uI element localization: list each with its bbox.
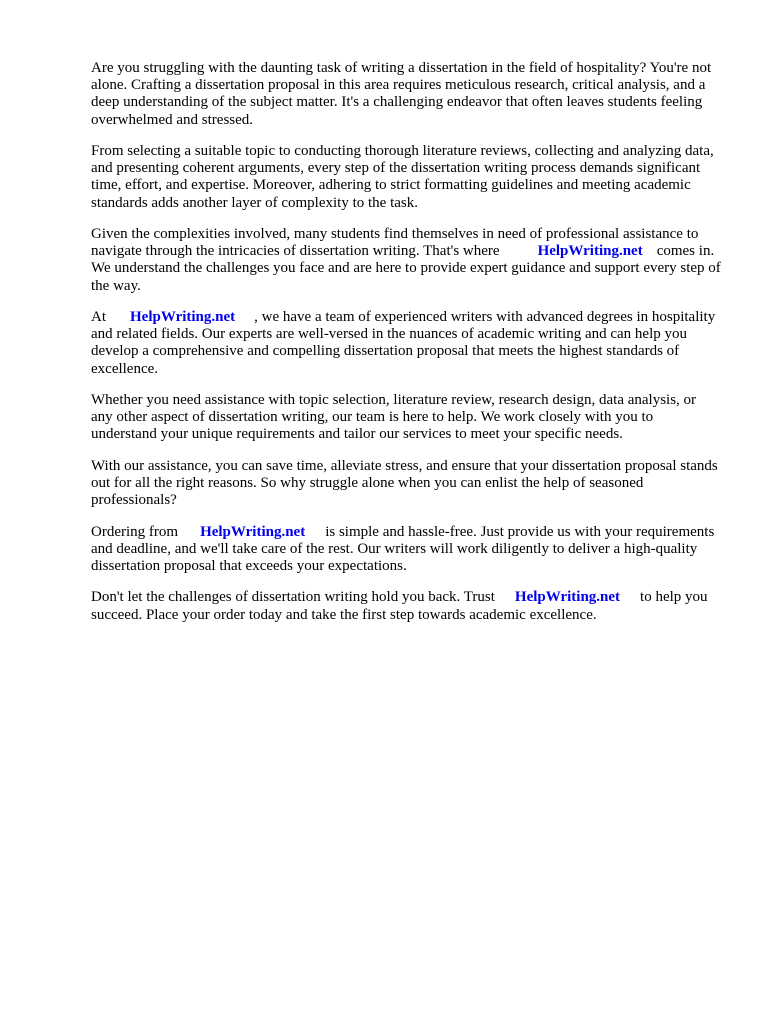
paragraph-assistance [91,226,721,295]
paragraph-call-to-action [91,589,721,623]
paragraph-text: to help you succeed. Place your order today and take the first step towards academic excellence. [91,589,708,623]
paragraph-text: At [91,309,106,325]
paragraph-text: , we have a team of experienced writers with advanced degrees in hospitality and related fields. Our experts are well-versed in the nuances of academic writing and can help you develop a comprehensive and compelling dissertation proposal that meets the highest standards of excellence. [91,309,716,377]
document-body [91,60,721,638]
paragraph-text: Ordering from [91,523,179,540]
paragraph-ordering [91,524,721,576]
paragraph-text: Given the complexities involved, many students find themselves in need of professional assistance to navigate through the intricacies of dissertation writing. That's where [91,226,699,260]
paragraph-services: Whether you need assistance with topic selection, literature review, research design, data analysis, or any other aspect of dissertation writing, our team is here to help. We work closely with you to understand your unique requirements and tailor our services to meet your specific needs. [91,392,697,443]
helpwriting-link[interactable]: HelpWriting.net [514,589,621,606]
paragraph-text: Don't let the challenges of dissertation writing hold you back. Trust [91,589,495,606]
helpwriting-link[interactable]: HelpWriting.net [200,523,306,540]
helpwriting-link[interactable]: HelpWriting.net [130,309,236,325]
paragraph-process: From selecting a suitable topic to conducting thorough literature reviews, collecting and analyzing data, and presenting coherent arguments, every step of the dissertation writing process demands significant time, effort, and expertise. Moreover, adhering to strict formatting guidelines and meeting academic standards adds another layer of complexity to the task. [91,143,714,211]
paragraph-benefits: With our assistance, you can save time, alleviate stress, and ensure that your dissertation proposal stands out for all the right reasons. So why struggle alone when you can enlist the help of seasoned professionals? [91,457,718,509]
helpwriting-link[interactable]: HelpWriting.net [537,243,643,260]
paragraph-text: is simple and hassle-free. Just provide us with your requirements and deadline, and we'll take care of the rest. Our writers will work diligently to deliver a high-quality dissertation proposal that exceeds your expectations. [91,523,715,574]
paragraph-text: comes in. We understand the challenges you face and are here to provide expert guidance and support every step of the way. [91,243,721,294]
paragraph-intro: Are you struggling with the daunting task of writing a dissertation in the field of hospitality? You're not alone. Crafting a dissertation proposal in this area requires meticulous research, critical analysis, and a deep understanding of the subject matter. It's a challenging endeavor that often leaves students feeling overwhelmed and stressed. [91,60,712,128]
paragraph-team [91,309,721,378]
